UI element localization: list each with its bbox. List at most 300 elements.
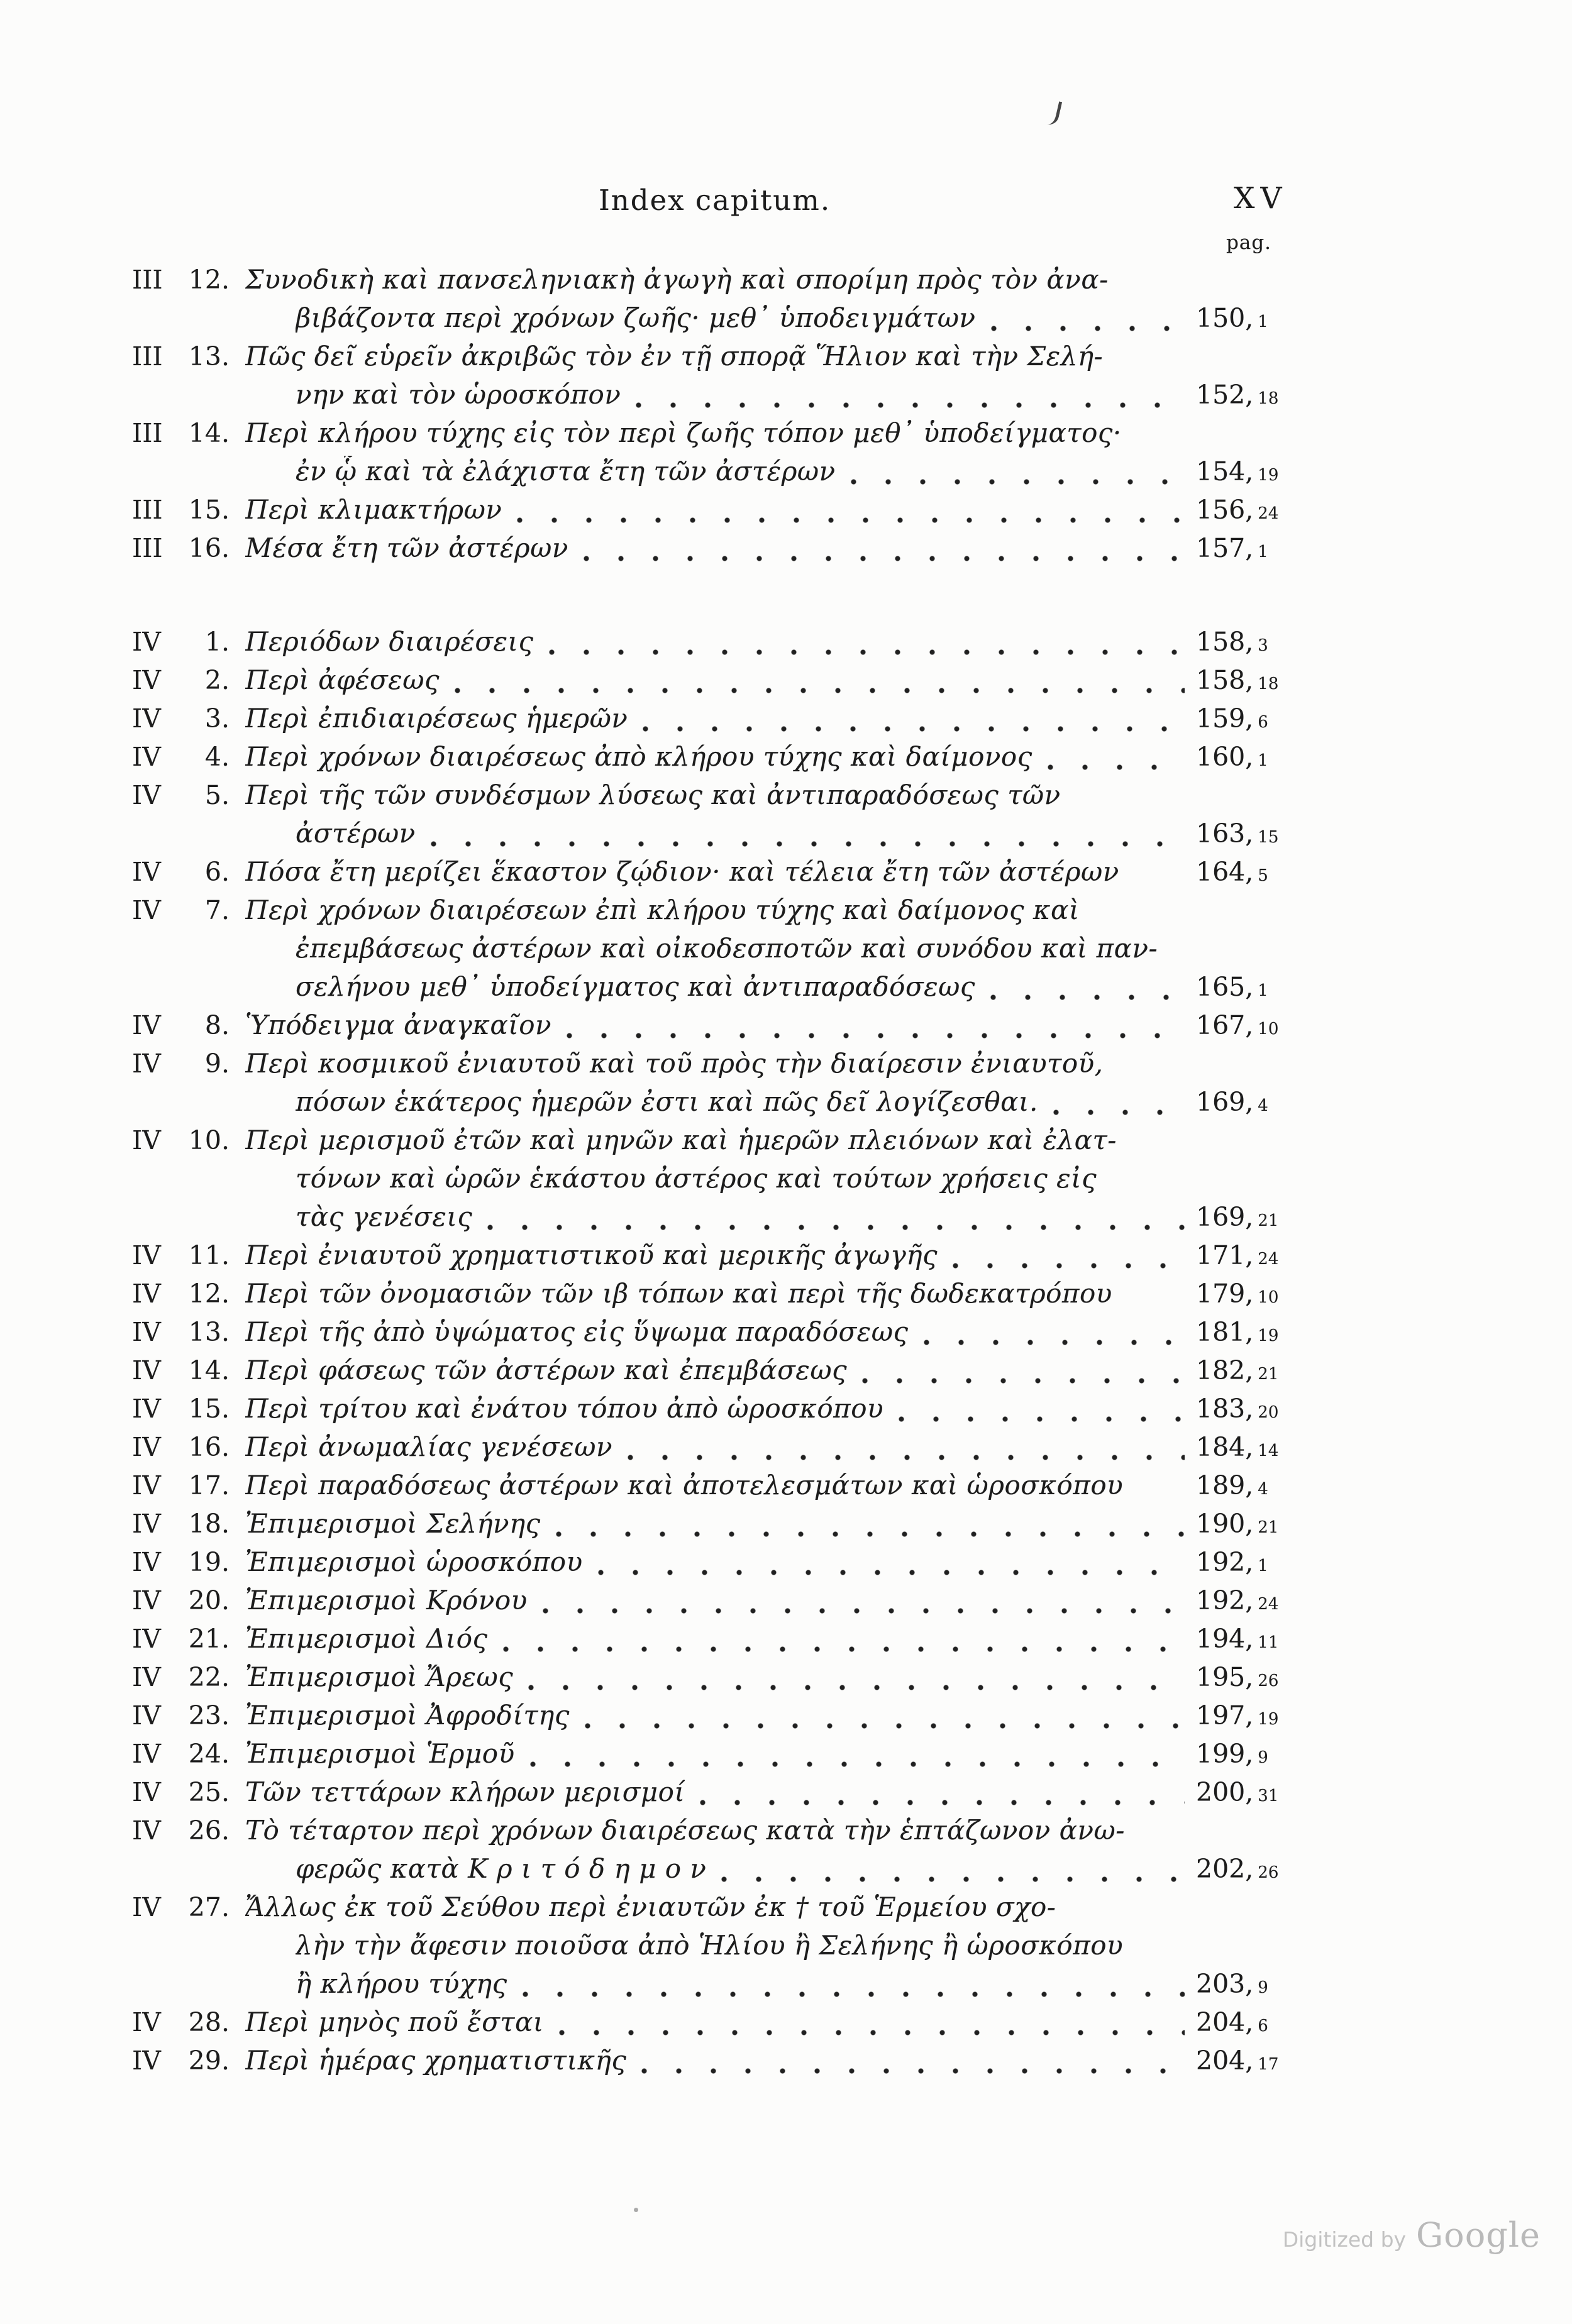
page-number: 160,	[1196, 742, 1254, 772]
chapter-numeral: IV	[132, 1240, 161, 1270]
entry-label	[132, 1624, 245, 1654]
entry-number: 29.	[188, 2046, 230, 2076]
page-number: 150,	[1196, 303, 1254, 333]
page-ref	[1196, 495, 1290, 525]
entry-label	[132, 1777, 245, 1807]
chapter-numeral: IV	[132, 665, 161, 695]
toc-entry-line	[132, 818, 1290, 856]
page-number: 154,	[1196, 456, 1254, 487]
chapter-numeral: III	[132, 418, 163, 448]
page-number: 202,	[1196, 1854, 1254, 1884]
page-ref	[1196, 1739, 1290, 1769]
entry-number: 2.	[204, 665, 230, 695]
entry-number: 3.	[204, 703, 230, 734]
entry-title: Περὶ μηνὸς ποῦ ἔσται	[245, 2007, 544, 2037]
toc-entry	[132, 1278, 1290, 1316]
page-number: 158,	[1196, 627, 1254, 657]
dot-leader	[628, 1455, 1185, 1461]
page-number: 204,	[1196, 2046, 1254, 2076]
toc-entry-line	[132, 1240, 1290, 1278]
chapter-numeral: IV	[132, 742, 161, 772]
page-ref	[1196, 1087, 1290, 1117]
chapter-numeral: IV	[132, 1279, 161, 1309]
dot-leader	[549, 649, 1185, 656]
toc-entry-line	[132, 1661, 1290, 1700]
toc-entry-line	[132, 532, 1290, 571]
dot-leader	[1138, 1493, 1185, 1499]
dot-leader	[567, 1033, 1185, 1039]
entry-title: Περὶ παραδόσεως ἀστέρων καὶ ἀποτελεσμάτων καὶ ὡροσκόπου	[245, 1470, 1124, 1501]
toc-entry-line	[132, 1470, 1290, 1508]
toc-entry	[132, 1431, 1290, 1470]
toc-entry	[132, 1355, 1290, 1393]
page-number: 192,	[1196, 1547, 1254, 1577]
toc-entry	[132, 1048, 1290, 1125]
page-number: 159,	[1196, 703, 1254, 734]
chapter-numeral: IV	[132, 780, 161, 810]
toc-entry-line	[132, 1585, 1290, 1623]
line-number: 18	[1258, 675, 1279, 693]
entry-title: Περὶ τῆς τῶν συνδέσμων λύσεως καὶ ἀντιπαραδόσεως τῶν	[245, 779, 1061, 810]
line-number: 14	[1258, 1441, 1279, 1460]
entry-title: Πόσα ἔτη μερίζει ἕκαστον ζῴδιον· καὶ τέλεια ἔτη τῶν ἀστέρων	[245, 856, 1119, 887]
page-number: 181,	[1196, 1317, 1254, 1347]
page-ref	[1196, 1355, 1290, 1385]
entry-number: 10.	[188, 1125, 230, 1155]
dot-leader	[1048, 764, 1185, 771]
page-ref	[1196, 1547, 1290, 1577]
entry-title: Περὶ χρόνων διαιρέσεως ἀπὸ κλήρου τύχης καὶ δαίμονος	[245, 741, 1032, 772]
entry-title: Περὶ κοσμικοῦ ἐνιαυτοῦ καὶ τοῦ πρὸς τὴν διαίρεσιν ἐνιαυτοῦ,	[245, 1048, 1104, 1079]
toc-entry-line	[132, 302, 1290, 341]
page-number: 199,	[1196, 1739, 1254, 1769]
entry-title: λὴν τὴν ἄφεσιν ποιοῦσα ἀπὸ Ἡλίου ἢ Σελήνης ἢ ὡροσκόπου	[296, 1930, 1124, 1961]
toc-entry-line	[132, 1316, 1290, 1355]
dot-leader	[455, 688, 1185, 694]
toc-entry-line	[132, 2007, 1290, 2045]
page-ref	[1196, 1854, 1290, 1884]
page-ref	[1196, 1202, 1290, 1232]
chapter-numeral: III	[132, 495, 163, 525]
entry-title: Ἐπιμερισμοὶ Κρόνου	[245, 1585, 528, 1616]
toc-entry-line	[132, 1355, 1290, 1393]
entry-label	[132, 1509, 245, 1539]
watermark	[1283, 2215, 1541, 2255]
line-number: 4	[1258, 1480, 1268, 1499]
entry-label	[132, 1432, 245, 1462]
entry-label	[132, 1125, 245, 1155]
chapter-numeral: IV	[132, 1317, 161, 1347]
page-ref	[1196, 1394, 1290, 1424]
entry-title: Περὶ ἐνιαυτοῦ χρηματιστικοῦ καὶ μερικῆς ἀγωγῆς	[245, 1240, 938, 1270]
line-number: 1	[1258, 1556, 1268, 1575]
toc-entry	[132, 2045, 1290, 2083]
page-number: 167,	[1196, 1010, 1254, 1040]
dot-leader	[523, 1991, 1185, 1998]
toc-entry	[132, 626, 1290, 664]
toc-entry-line	[132, 264, 1290, 302]
toc-entry	[132, 417, 1290, 494]
toc-entry-line	[132, 1010, 1290, 1048]
line-number: 6	[1258, 2017, 1268, 2035]
entry-title: βιβάζοντα περὶ χρόνων ζωῆς· μεθ᾽ ὑποδειγμάτων	[296, 302, 976, 333]
page-ref	[1196, 1969, 1290, 1999]
page-number: 179,	[1196, 1279, 1254, 1309]
entry-title: Περὶ ἀφέσεως	[245, 664, 440, 695]
entry-title: Ἐπιμερισμοὶ Σελήνης	[245, 1508, 541, 1539]
page-number: 192,	[1196, 1585, 1254, 1616]
page-ref	[1196, 456, 1290, 487]
line-number: 4	[1258, 1096, 1268, 1115]
line-number: 6	[1258, 713, 1268, 732]
entry-number: 13.	[188, 341, 230, 372]
toc-entry-line	[132, 1738, 1290, 1776]
entry-number: 22.	[188, 1662, 230, 1692]
dot-leader	[487, 1225, 1185, 1231]
entry-number: 25.	[188, 1777, 230, 1807]
dot-leader	[530, 1761, 1185, 1768]
page-ref	[1196, 533, 1290, 563]
entry-title: Ἐπιμερισμοὶ Ἀφροδίτης	[245, 1700, 570, 1731]
line-number: 24	[1258, 504, 1279, 523]
entry-label	[132, 1815, 245, 1846]
toc-entry	[132, 1700, 1290, 1738]
toc-entry-line	[132, 1201, 1290, 1240]
toc-entry	[132, 1661, 1290, 1700]
entry-number: 26.	[188, 1815, 230, 1846]
chapter-numeral: III	[132, 341, 163, 372]
toc-entry	[132, 1240, 1290, 1278]
entry-label	[132, 1279, 245, 1309]
dot-leader	[636, 402, 1185, 409]
entry-number: 19.	[188, 1547, 230, 1577]
entry-number: 17.	[188, 1470, 230, 1501]
dot-leader	[503, 1646, 1185, 1653]
chapter-numeral: IV	[132, 1509, 161, 1539]
toc-entry-line	[132, 1163, 1290, 1201]
toc-entry	[132, 1470, 1290, 1508]
entry-label	[132, 1049, 245, 1079]
dot-leader	[721, 1876, 1185, 1883]
dot-leader	[643, 726, 1185, 732]
toc-entry	[132, 1316, 1290, 1355]
entry-title: Ὑπόδειγμα ἀναγκαῖον	[245, 1010, 552, 1040]
entry-number: 18.	[188, 1509, 230, 1539]
entry-label	[132, 1892, 245, 1922]
dot-leader	[528, 1685, 1185, 1691]
entry-number: 8.	[204, 1010, 230, 1040]
page-ref	[1196, 1700, 1290, 1731]
entry-label	[132, 1470, 245, 1501]
dot-leader	[1053, 1110, 1185, 1116]
toc-entry	[132, 1393, 1290, 1431]
entry-title: ἐν ᾧ καὶ τὰ ἐλάχιστα ἔτη τῶν ἀστέρων	[296, 456, 836, 487]
toc-entry	[132, 1815, 1290, 1892]
entry-label	[132, 2046, 245, 2076]
toc-entry	[132, 264, 1290, 341]
toc-entry-line	[132, 2045, 1290, 2083]
entry-number: 6.	[204, 857, 230, 887]
toc-entry	[132, 494, 1290, 532]
entry-label	[132, 1700, 245, 1731]
toc-entry	[132, 1508, 1290, 1546]
entry-title: Ἐπιμερισμοὶ ὡροσκόπου	[245, 1546, 583, 1577]
chapter-numeral: IV	[132, 1432, 161, 1462]
entry-title: Περὶ κλιμακτήρων	[245, 494, 502, 525]
line-number: 5	[1258, 866, 1268, 885]
page-ref	[1196, 1432, 1290, 1462]
dot-leader	[1134, 879, 1185, 886]
entry-number: 11.	[188, 1240, 230, 1270]
dot-leader	[431, 841, 1185, 847]
page-ref	[1196, 1777, 1290, 1807]
toc-entry-line	[132, 1278, 1290, 1316]
chapter-numeral: IV	[132, 1815, 161, 1846]
toc-entry-line	[132, 1086, 1290, 1125]
chapter-numeral: IV	[132, 1355, 161, 1385]
chapter-numeral: IV	[132, 1777, 161, 1807]
toc-entry	[132, 1776, 1290, 1815]
page-ref	[1196, 1470, 1290, 1501]
dot-leader	[585, 1723, 1185, 1729]
toc-entry-line	[132, 1968, 1290, 2007]
chapter-numeral: IV	[132, 1394, 161, 1424]
entry-number: 28.	[188, 2007, 230, 2037]
chapter-numeral: III	[132, 533, 163, 563]
line-number: 3	[1258, 636, 1268, 655]
line-number: 9	[1258, 1748, 1268, 1767]
page-number: 200,	[1196, 1777, 1254, 1807]
page-number: 156,	[1196, 495, 1254, 525]
toc-entry-line	[132, 626, 1290, 664]
toc-entries	[132, 264, 1290, 2083]
entry-title: Περὶ κλήρου τύχης εἰς τὸν περὶ ζωῆς τόπον μεθ᾽ ὑποδείγματος·	[245, 417, 1122, 448]
entry-title: τόνων καὶ ὡρῶν ἑκάστου ἀστέρος καὶ τούτων χρήσεις εἰς	[296, 1163, 1097, 1194]
page-ref	[1196, 1240, 1290, 1270]
entry-label	[132, 857, 245, 887]
page-number: 163,	[1196, 818, 1254, 849]
toc-entry-line	[132, 1815, 1290, 1853]
toc-entry-line	[132, 971, 1290, 1010]
page-ref	[1196, 1279, 1290, 1309]
page-number: 194,	[1196, 1624, 1254, 1654]
entry-number: 5.	[204, 780, 230, 810]
page-number-roman: XV	[1234, 181, 1288, 216]
entry-title: Περὶ φάσεως τῶν ἀστέρων καὶ ἐπεμβάσεως	[245, 1355, 848, 1385]
toc-entry-line	[132, 856, 1290, 895]
toc-entry	[132, 1010, 1290, 1048]
dot-leader	[543, 1608, 1185, 1614]
entry-label	[132, 895, 245, 925]
dot-leader	[559, 2030, 1185, 2036]
entry-label	[132, 2007, 245, 2037]
entry-number: 15.	[188, 1394, 230, 1424]
entry-title: Πῶς δεῖ εὑρεῖν ἀκριβῶς τὸν ἐν τῇ σπορᾷ Ἥλιον καὶ τὴν Σελή-	[245, 341, 1104, 372]
entry-label	[132, 742, 245, 772]
entry-number: 12.	[188, 1279, 230, 1309]
page-number: 197,	[1196, 1700, 1254, 1731]
dot-leader	[517, 517, 1185, 524]
entry-title: Τῶν τεττάρων κλήρων μερισμοί	[245, 1776, 685, 1807]
line-number: 10	[1258, 1020, 1279, 1038]
toc-entry-line	[132, 664, 1290, 703]
line-number: 18	[1258, 389, 1279, 408]
toc-entry	[132, 779, 1290, 856]
toc-entry	[132, 703, 1290, 741]
page-ref	[1196, 627, 1290, 657]
chapter-numeral: IV	[132, 703, 161, 734]
entry-label	[132, 1662, 245, 1692]
scan-artifact-mark	[1046, 100, 1063, 127]
page-number: 158,	[1196, 665, 1254, 695]
page-ref	[1196, 380, 1290, 410]
chapter-numeral: IV	[132, 1547, 161, 1577]
entry-label	[132, 1394, 245, 1424]
line-number: 1	[1258, 312, 1268, 331]
entry-label	[132, 1547, 245, 1577]
dot-leader	[851, 479, 1185, 485]
entry-number: 23.	[188, 1700, 230, 1731]
line-number: 15	[1258, 828, 1279, 847]
line-number: 21	[1258, 1365, 1279, 1384]
dot-leader	[924, 1340, 1185, 1346]
entry-label	[132, 533, 245, 563]
entry-label	[132, 1240, 245, 1270]
entry-number: 13.	[188, 1317, 230, 1347]
page-number: 164,	[1196, 857, 1254, 887]
chapter-numeral: IV	[132, 1700, 161, 1731]
entry-title: Περὶ τῶν ὀνομασιῶν τῶν ιβ τόπων καὶ περὶ τῆς δωδεκατρόπου	[245, 1278, 1112, 1309]
entry-label	[132, 780, 245, 810]
entry-label	[132, 1317, 245, 1347]
entry-number: 21.	[188, 1624, 230, 1654]
entry-label	[132, 418, 245, 448]
line-number: 26	[1258, 1863, 1279, 1882]
entry-label	[132, 1355, 245, 1385]
page-ref	[1196, 303, 1290, 333]
toc-entry	[132, 664, 1290, 703]
chapter-numeral: IV	[132, 1470, 161, 1501]
page-number: 165,	[1196, 972, 1254, 1002]
google-logo: Google	[1416, 2215, 1541, 2255]
toc-entry-line	[132, 1853, 1290, 1892]
page-number: 190,	[1196, 1509, 1254, 1539]
page-title: Index capitum.	[599, 184, 831, 217]
line-number: 21	[1258, 1518, 1279, 1537]
watermark-text: Digitized by	[1282, 2227, 1407, 2252]
line-number: 24	[1258, 1595, 1279, 1614]
entry-title: Περιόδων διαιρέσεις	[245, 626, 534, 657]
chapter-numeral: IV	[132, 1892, 161, 1922]
page-number: 203,	[1196, 1969, 1254, 1999]
toc-entry-line	[132, 1892, 1290, 1930]
page-number: 152,	[1196, 380, 1254, 410]
chapter-numeral: IV	[132, 1049, 161, 1079]
toc-entry-line	[132, 1431, 1290, 1470]
entry-title: Περὶ ἡμέρας χρηματιστικῆς	[245, 2045, 627, 2076]
page-number: 169,	[1196, 1202, 1254, 1232]
toc-entry-line	[132, 1623, 1290, 1661]
toc-entry-line	[132, 494, 1290, 532]
entry-number: 24.	[188, 1739, 230, 1769]
line-number: 19	[1258, 466, 1279, 485]
line-number: 1	[1258, 542, 1268, 561]
page-ref	[1196, 665, 1290, 695]
entry-title: Περὶ τρίτου καὶ ἐνάτου τόπου ἀπὸ ὡροσκόπου	[245, 1393, 884, 1424]
entry-label	[132, 1010, 245, 1040]
chapter-numeral: IV	[132, 2007, 161, 2037]
chapter-numeral: IV	[132, 627, 161, 657]
entry-title: πόσων ἑκάτερος ἡμερῶν ἐστι καὶ πῶς δεῖ λογίζεσθαι.	[296, 1086, 1038, 1117]
page-number: 189,	[1196, 1470, 1254, 1501]
toc-entry-line	[132, 1700, 1290, 1738]
line-number: 20	[1258, 1403, 1279, 1422]
line-number: 21	[1258, 1211, 1279, 1230]
entry-label	[132, 341, 245, 372]
line-number: 24	[1258, 1250, 1279, 1269]
entry-label	[132, 495, 245, 525]
line-number: 19	[1258, 1326, 1279, 1345]
chapter-numeral: IV	[132, 1739, 161, 1769]
entry-label	[132, 1739, 245, 1769]
page-ref	[1196, 1509, 1290, 1539]
page-ref	[1196, 742, 1290, 772]
line-number: 11	[1258, 1633, 1279, 1652]
toc-entry-line	[132, 933, 1290, 971]
page-number: 184,	[1196, 1432, 1254, 1462]
page-ref	[1196, 1662, 1290, 1692]
line-number: 26	[1258, 1671, 1279, 1690]
entry-title: Περὶ τῆς ἀπὸ ὑψώματος εἰς ὕψωμα παραδόσεως	[245, 1316, 909, 1347]
toc-entry-line	[132, 417, 1290, 456]
entry-title: Ἐπιμερισμοὶ Ἑρμοῦ	[245, 1738, 515, 1769]
toc-entry-line	[132, 1930, 1290, 1968]
line-number: 10	[1258, 1288, 1279, 1307]
toc-entry	[132, 741, 1290, 779]
entry-label	[132, 1585, 245, 1616]
entry-number: 1.	[204, 627, 230, 657]
page-ref	[1196, 2046, 1290, 2076]
entry-title: Ἐπιμερισμοὶ Ἄρεως	[245, 1661, 514, 1692]
chapter-numeral: III	[132, 265, 163, 295]
chapter-numeral: IV	[132, 1010, 161, 1040]
toc-entry-line	[132, 1508, 1290, 1546]
entry-title: Συνοδικὴ καὶ πανσεληνιακὴ ἀγωγὴ καὶ σπορίμη πρὸς τὸν ἀνα-	[245, 264, 1109, 295]
page-ref	[1196, 1585, 1290, 1616]
entry-number: 14.	[188, 1355, 230, 1385]
page-ref	[1196, 1010, 1290, 1040]
entry-title: Ἐπιμερισμοὶ Διός	[245, 1623, 488, 1654]
dot-leader	[556, 1531, 1185, 1538]
chapter-numeral: IV	[132, 1624, 161, 1654]
entry-number: 4.	[204, 742, 230, 772]
page-ref	[1196, 972, 1290, 1002]
toc-entry-line	[132, 1125, 1290, 1163]
entry-title: Περὶ ἀνωμαλίας γενέσεων	[245, 1431, 612, 1462]
entry-number: 27.	[188, 1892, 230, 1922]
dot-leader	[584, 556, 1185, 562]
dot-leader	[641, 2068, 1185, 2074]
dot-leader	[899, 1416, 1185, 1423]
entry-label	[132, 627, 245, 657]
page-ref	[1196, 2007, 1290, 2037]
entry-title: Ἄλλως ἐκ τοῦ Σεύθου περὶ ἐνιαυτῶν ἐκ † τοῦ Ἑρμείου σχο-	[245, 1892, 1056, 1922]
page-number: 204,	[1196, 2007, 1254, 2037]
entry-number: 16.	[188, 1432, 230, 1462]
chapter-numeral: IV	[132, 895, 161, 925]
page-number: 182,	[1196, 1355, 1254, 1385]
entry-number: 14.	[188, 418, 230, 448]
